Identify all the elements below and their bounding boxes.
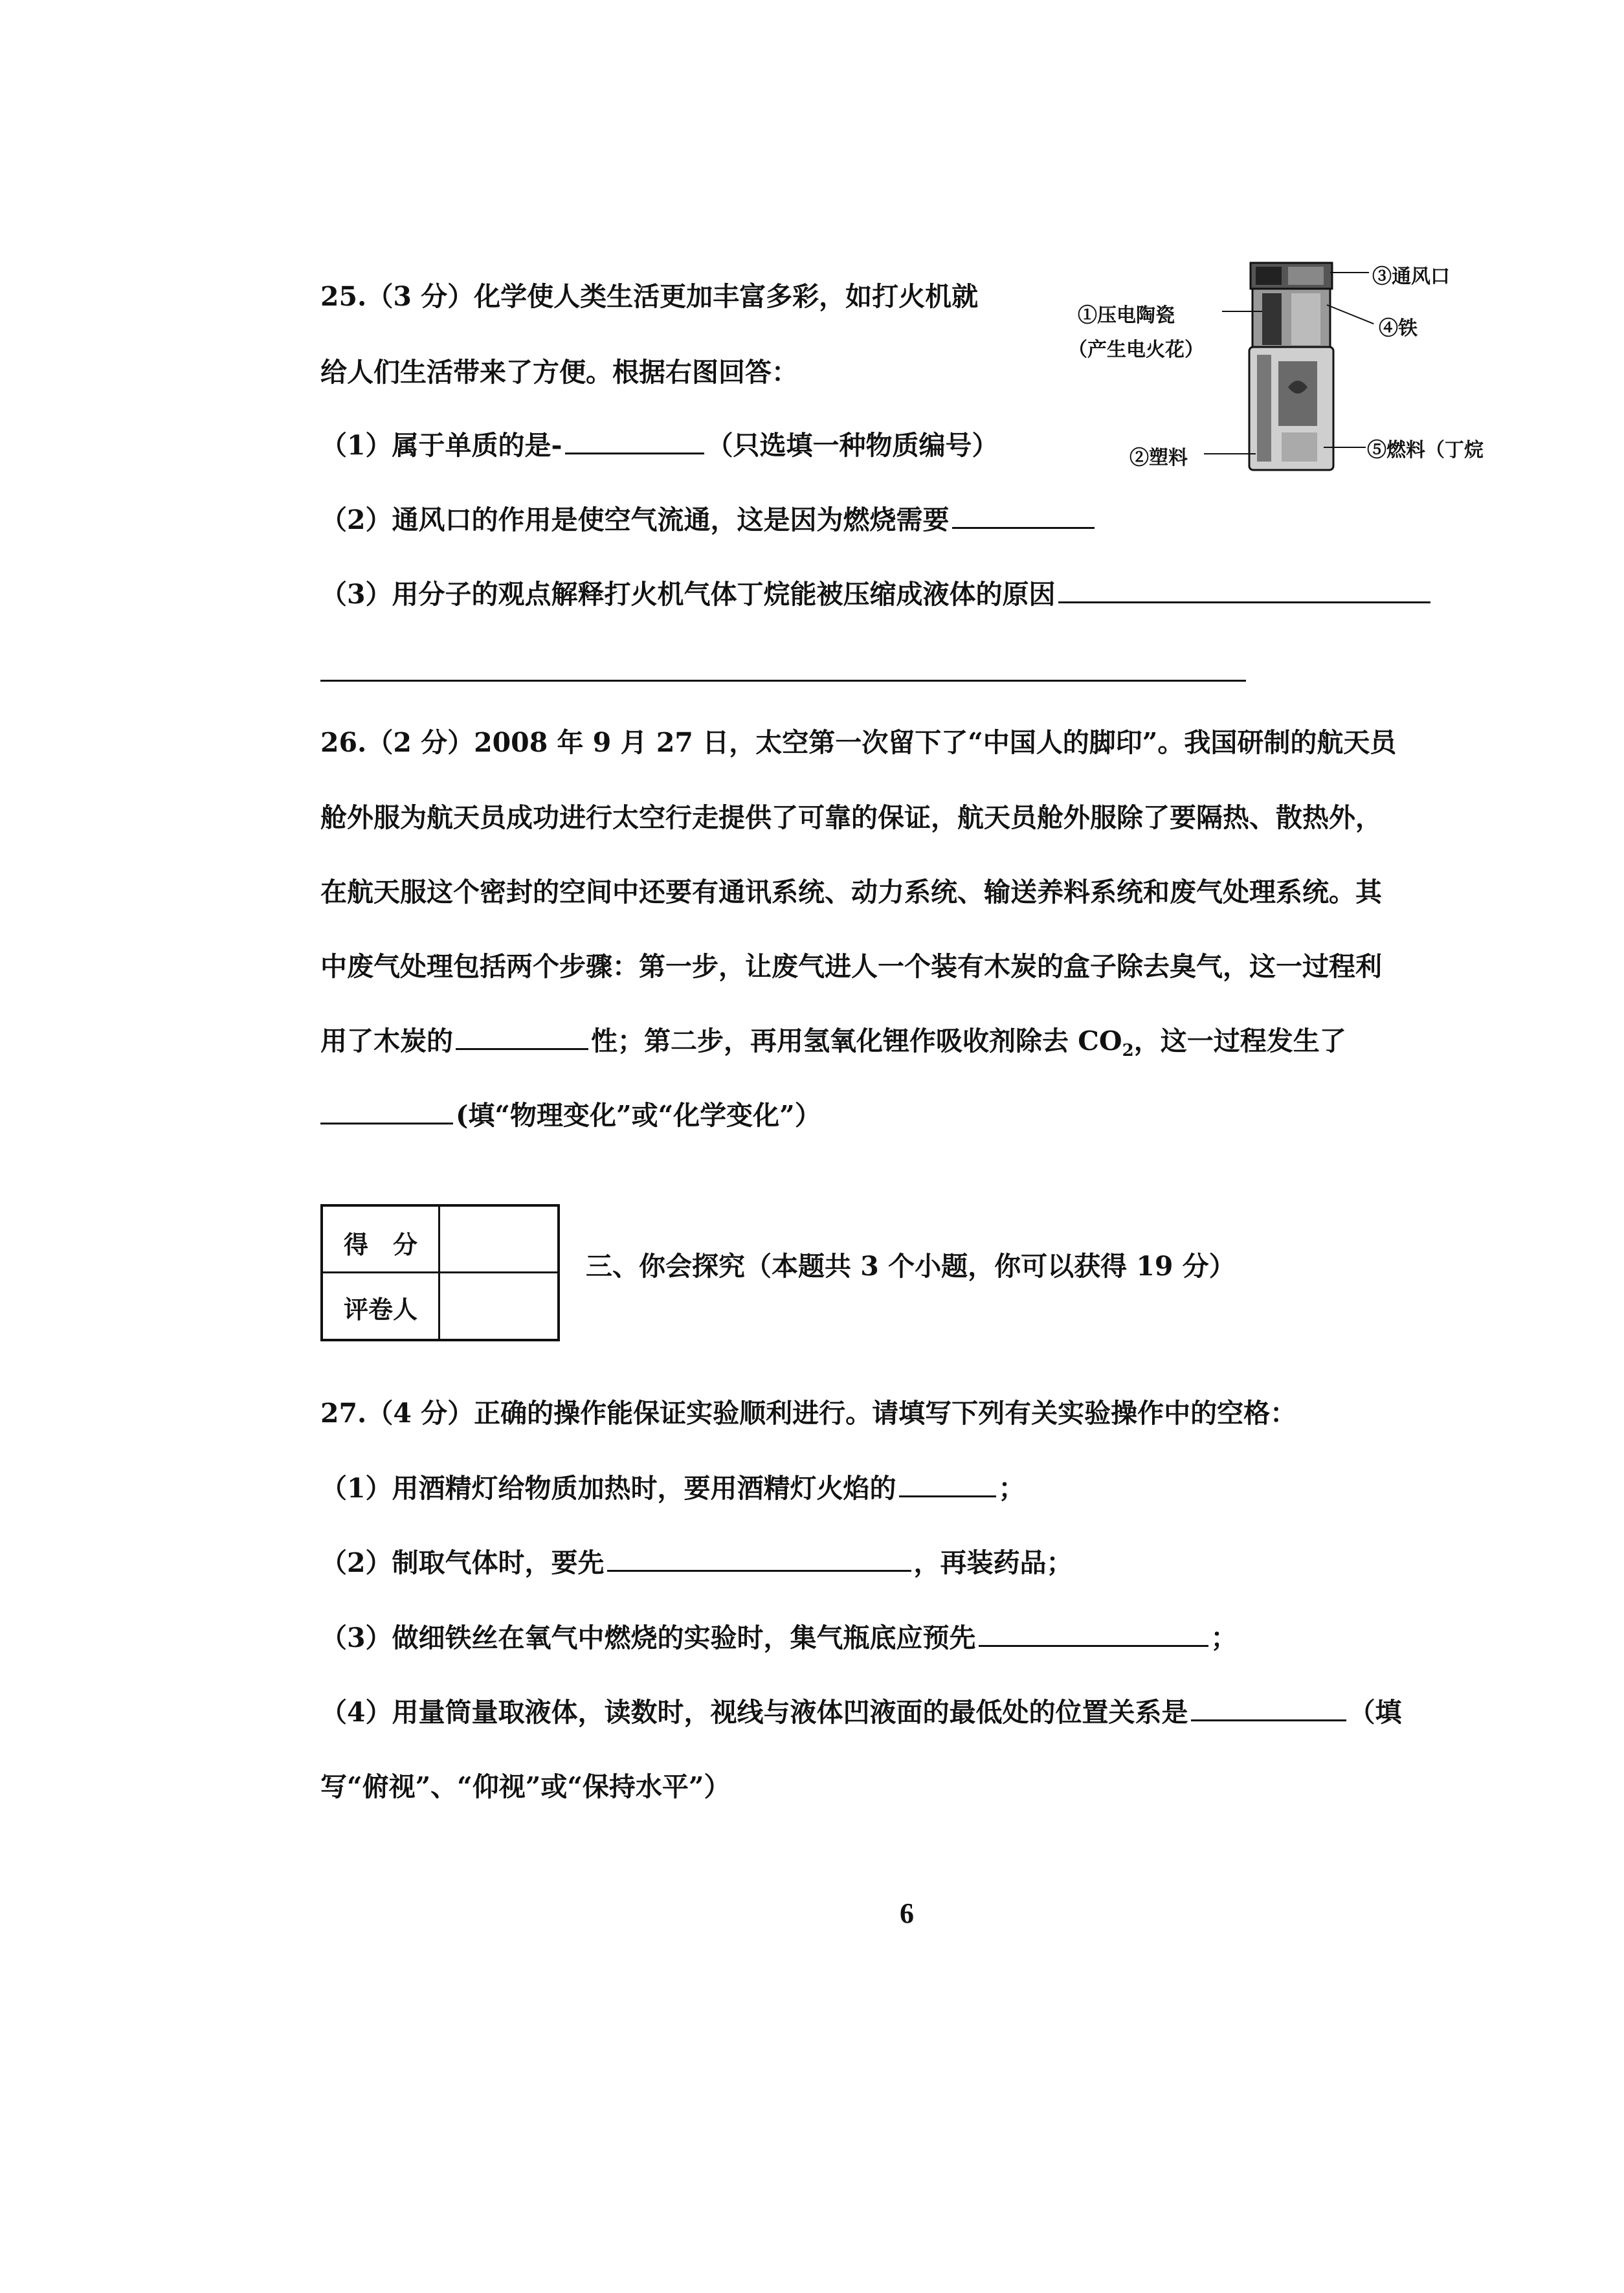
q26-change-blank[interactable] (320, 1123, 453, 1124)
co2-subscript: 2 (1122, 1041, 1134, 1061)
q27-sub1-text: （1）用酒精灯给物质加热时，要用酒精灯火焰的 (320, 1473, 896, 1504)
q26-line5-text: 用了木炭的 (320, 1025, 453, 1057)
q26-line5 (320, 1025, 1346, 1061)
score-table (320, 1204, 560, 1341)
q25-sub3-blank[interactable] (1058, 601, 1430, 603)
q25-sub2-text: （2）通风口的作用是使空气流通，这是因为燃烧需要 (320, 504, 950, 535)
q27-sub4-blank[interactable] (1191, 1719, 1346, 1721)
q25-sub2 (320, 504, 1097, 535)
q27-sub4-text: （4）用量筒量取液体，读数时，视线与液体凹液面的最低处的位置关系是 (320, 1697, 1188, 1728)
q27-sub1-blank[interactable] (899, 1495, 996, 1497)
q26-line6-text: (填“物理变化”或“化学变化”） (456, 1100, 821, 1131)
figure-label-plastic: ②塑料 (1129, 447, 1188, 469)
q26-line5-mid: 性；第二步，再用氢氧化锂作吸收剂除去 CO (591, 1025, 1122, 1057)
figure-label-spark: （产生电火花） (1068, 339, 1204, 361)
q27-sub3-end: ； (1210, 1622, 1238, 1653)
leader-line-5 (1324, 447, 1366, 448)
q27-sub1-end: ； (998, 1473, 1025, 1504)
q27-sub4 (320, 1699, 1402, 1726)
leader-line-3 (1330, 272, 1369, 273)
q27-sub2-blank[interactable] (607, 1570, 911, 1572)
lighter-image (1243, 258, 1340, 478)
figure-label-vent: ③通风口 (1372, 265, 1450, 288)
q27-sub3-blank[interactable] (979, 1645, 1208, 1647)
figure-label-iron: ④铁 (1379, 317, 1418, 340)
q26-line6 (320, 1102, 821, 1129)
score-input-cell[interactable] (441, 1207, 557, 1270)
q25-line2: 给人们生活带来了方便。根据右图回答： (320, 357, 798, 388)
q27-sub2 (320, 1547, 1073, 1578)
q27-sub2-end: ，再装药品； (913, 1547, 1073, 1578)
q27-sub2-text: （2）制取气体时，要先 (320, 1547, 605, 1578)
q26-line2: 舱外服为航天员成功进行太空行走提供了可靠的保证，航天员舱外服除了要隔热、散热外， (320, 802, 1382, 833)
q25-sub3-blank-line2[interactable] (320, 680, 1246, 682)
q26-property-blank[interactable] (456, 1048, 588, 1050)
leader-line-1 (1222, 311, 1262, 312)
score-label: 得 分 (344, 1230, 418, 1259)
q25-sub1-blank[interactable] (565, 453, 704, 454)
q25-sub3 (320, 581, 1433, 608)
q26-line3: 在航天服这个密封的空间中还要有通讯系统、动力系统、输送养料系统和废气处理系统。其 (320, 877, 1382, 908)
grader-input-cell[interactable] (441, 1273, 557, 1338)
q25-sub3-text: （3）用分子的观点解释打火机气体丁烷能被压缩成液体的原因 (320, 579, 1056, 610)
q25-sub1 (320, 432, 999, 459)
grader-label: 评卷人 (344, 1295, 418, 1324)
page-number: 6 (900, 1897, 914, 1929)
q26-line5-end: ，这一过程发生了 (1133, 1025, 1346, 1057)
figure-label-fuel: ⑤燃料（丁烷 (1367, 439, 1484, 462)
figure-label-piezo-ceramic: ①压电陶瓷 (1078, 304, 1175, 327)
q25-sub2-blank[interactable] (952, 527, 1095, 529)
section-3-title: 三、你会探究（本题共 3 个小题，你可以获得 19 分） (586, 1251, 1236, 1282)
q27-sub3 (320, 1622, 1238, 1653)
q27-sub3-text: （3）做细铁丝在氧气中燃烧的实验时，集气瓶底应预先 (320, 1622, 976, 1653)
q26-line1: 26.（2 分）2008 年 9 月 27 日，太空第一次留下了“中国人的脚印”。我国研制的航天员 (320, 727, 1397, 758)
q26-line4: 中废气处理包括两个步骤：第一步，让废气进人一个装有木炭的盒子除去臭气，这一过程利 (320, 951, 1382, 982)
q25-line1: 25.（3 分）化学使人类生活更加丰富多彩，如打火机就 (320, 281, 979, 312)
q27-sub4-line2: 写“俯视”、“仰视”或“保持水平”） (320, 1771, 731, 1802)
q27-sub4-end: （填 (1348, 1697, 1402, 1728)
q27-line1: 27.（4 分）正确的操作能保证实验顺利进行。请填写下列有关实验操作中的空格： (320, 1398, 1297, 1429)
q25-sub1-note: （只选填一种物质编号） (706, 430, 999, 461)
leader-line-2 (1204, 453, 1256, 454)
q27-sub1 (320, 1475, 1025, 1502)
q25-sub1-text: （1）属于单质的是- (320, 430, 562, 461)
